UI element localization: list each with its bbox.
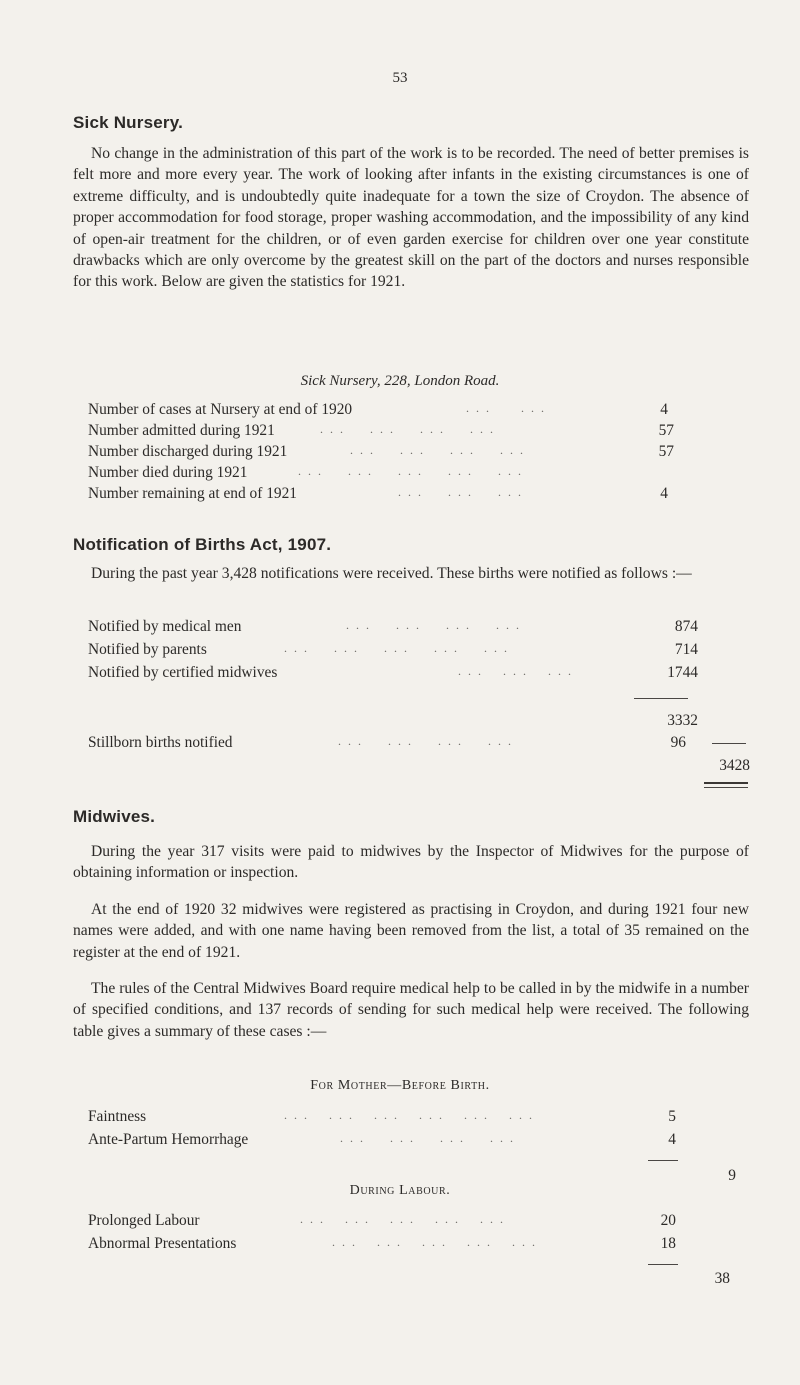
leader-dots: . . . . . . . . . . . .	[350, 443, 525, 457]
row-label: Number died during 1921	[88, 464, 248, 481]
leader-dots: . . . . . . . . .	[398, 485, 523, 499]
table-row	[88, 464, 668, 484]
table-row	[88, 618, 738, 638]
row-label: Abnormal Presentations	[88, 1235, 237, 1252]
row-value: 96	[670, 734, 686, 751]
total-value: 3428	[719, 757, 750, 774]
before-birth-total: 9	[728, 1167, 736, 1184]
double-rule-bottom	[704, 787, 748, 788]
notification-paragraph: During the past year 3,428 notifications were received. These births were notified as follows :—	[91, 565, 692, 582]
during-labour-caption: During Labour.	[349, 1183, 451, 1198]
row-label: Ante-Partum Hemorrhage	[88, 1131, 249, 1148]
leader-dots: . . . . . . . . . . . . . . .	[300, 1212, 505, 1226]
row-label: Prolonged Labour	[88, 1212, 200, 1229]
leader-dots: . . . . . . . . . . . . . . . . . .	[284, 1108, 534, 1122]
leader-dots: . . . . . . . . . . . .	[340, 1131, 515, 1145]
row-label: Number of cases at Nursery at end of 1920	[88, 401, 353, 418]
row-value: 4	[660, 401, 668, 418]
leader-dots: . . . . . . . . .	[458, 664, 573, 678]
table-row	[88, 443, 674, 463]
notification-heading: Notification of Births Act, 1907.	[73, 535, 332, 554]
leader-dots: . . . . . . . . . . . .	[346, 618, 521, 632]
row-value: 57	[658, 422, 674, 439]
leader-dots: . . . . . . . . . . . .	[338, 734, 513, 748]
midwives-heading: Midwives.	[73, 807, 156, 826]
table-row	[88, 641, 738, 661]
subtotal-value: 3332	[667, 712, 698, 729]
leader-dots: . . . . . .	[466, 401, 546, 415]
leader-dots: . . . . . . . . . . . .	[320, 422, 495, 436]
midwives-paragraph-1: During the year 317 visits were paid to midwives by the Inspector of Midwives for the purpose of obtaining information or inspection.	[73, 843, 749, 882]
row-value: 18	[660, 1235, 676, 1252]
leader-dots: . . . . . . . . . . . . . . .	[284, 641, 509, 655]
row-value: 5	[668, 1108, 676, 1125]
double-rule-top	[704, 782, 748, 784]
leader-dots: . . . . . . . . . . . . . . .	[332, 1235, 537, 1249]
row-label: Stillborn births notified	[88, 734, 233, 751]
row-value: 1744	[667, 664, 698, 681]
row-value: 4	[668, 1131, 676, 1148]
row-value: 4	[660, 485, 668, 502]
table-row	[88, 422, 674, 442]
row-value: 20	[660, 1212, 676, 1229]
sick-nursery-heading: Sick Nursery.	[73, 113, 184, 132]
row-label: Notified by certified midwives	[88, 664, 278, 681]
during-labour-total: 38	[714, 1270, 730, 1287]
midwives-paragraph-3: The rules of the Central Midwives Board require medical help to be called in by the midwife in a number of specified conditions, and 137 records of sending for such medical help were received. The following table gives a summary of these cases :—	[73, 980, 749, 1040]
sick-nursery-table-caption: Sick Nursery, 228, London Road.	[300, 373, 500, 389]
table-row	[88, 1131, 688, 1151]
table-row	[88, 1235, 688, 1255]
page-number: 53	[392, 70, 408, 86]
before-birth-caption: For Mother—Before Birth.	[310, 1078, 490, 1093]
row-value: 874	[674, 618, 698, 635]
row-label: Number discharged during 1921	[88, 443, 288, 460]
row-label: Number remaining at end of 1921	[88, 485, 297, 502]
table-row	[88, 401, 668, 421]
total-rule	[712, 743, 746, 744]
subtotal-rule	[634, 698, 688, 699]
midwives-paragraph-2: At the end of 1920 32 midwives were registered as practising in Croydon, and during 1921 four new names were added, and with one name having been removed from the list, a total of 35 remained on the register at the end of 1921.	[73, 901, 749, 961]
during-labour-total-rule	[648, 1264, 678, 1265]
table-row	[88, 1212, 688, 1232]
before-birth-total-rule	[648, 1160, 678, 1161]
row-label: Notified by medical men	[88, 618, 242, 635]
row-label: Notified by parents	[88, 641, 207, 658]
row-value: 714	[674, 641, 698, 658]
sick-nursery-paragraph: No change in the administration of this part of the work is to be recorded. The need of better premises is felt more and more every year. The work of looking after infants in the existing circumstances is one of extreme difficulty, and is undoubtedly quite inadequate for a town the size of Croydon. The absence of proper accommodation for food storage, proper washing accommodation, and the impossibility of any kind of open-air treatment for the children, or of even garden exercise for children over one year constitute drawbacks which are only overcome by the greatest skill on the part of the doctors and nurses responsible for this work. Below are given the statistics for 1921.	[73, 145, 749, 291]
leader-dots: . . . . . . . . . . . . . . .	[298, 464, 523, 478]
row-label: Number admitted during 1921	[88, 422, 275, 439]
table-row	[88, 664, 738, 684]
row-label: Faintness	[88, 1108, 147, 1125]
table-row	[88, 485, 668, 505]
table-row	[88, 734, 738, 754]
table-row	[88, 1108, 688, 1128]
row-value: 57	[658, 443, 674, 460]
